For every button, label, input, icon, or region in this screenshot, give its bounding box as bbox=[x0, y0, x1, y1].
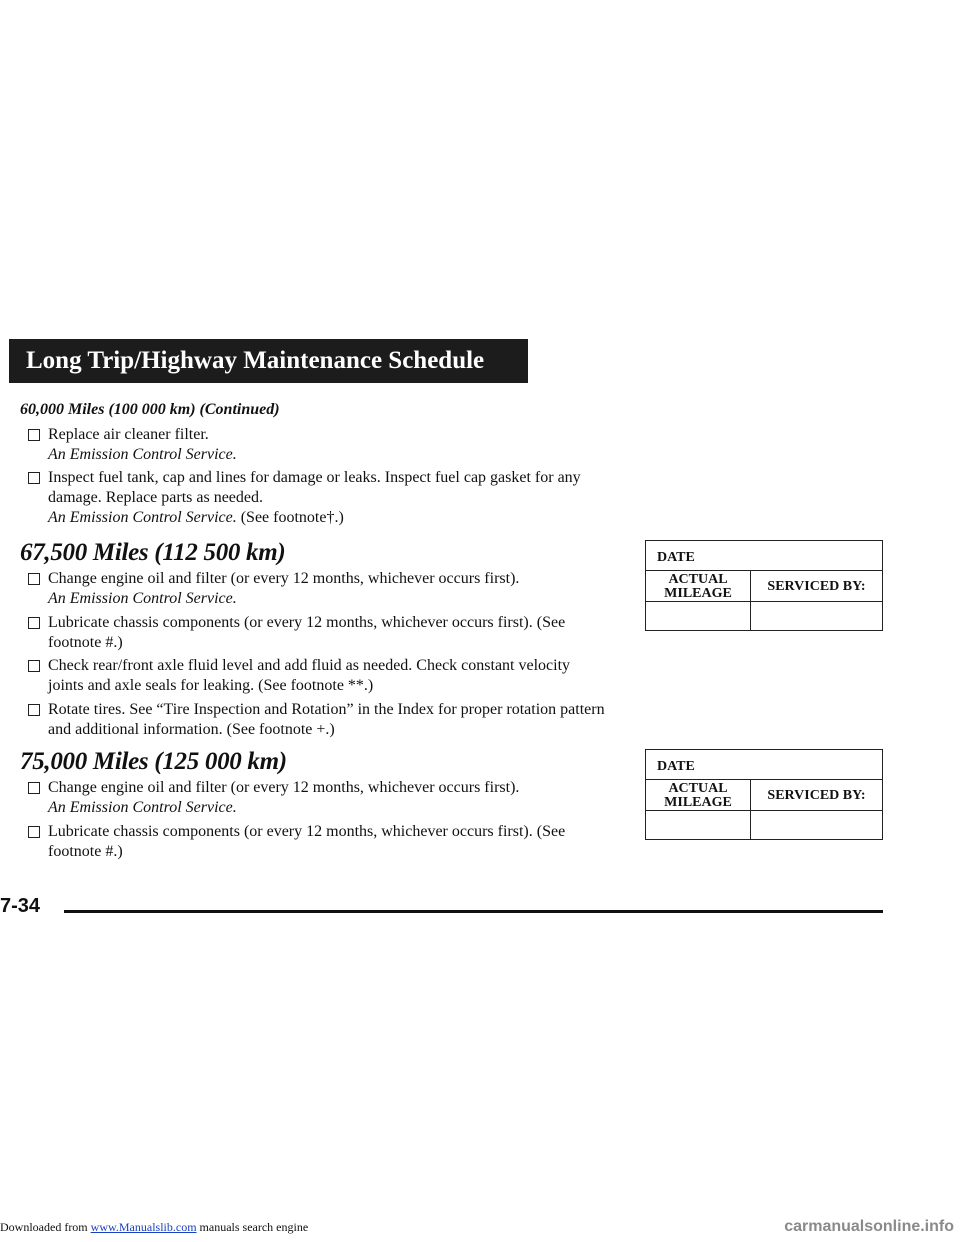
mileage-line-1: ACTUAL bbox=[668, 781, 728, 796]
item-note-tail: (See footnote†.) bbox=[236, 509, 344, 526]
service-record-box bbox=[645, 540, 883, 631]
record-serviced-by-label: SERVICED BY: bbox=[751, 571, 882, 602]
item-note: An Emission Control Service. bbox=[48, 446, 237, 463]
serviced-by-entry-cell[interactable] bbox=[751, 602, 882, 630]
footer-suffix: manuals search engine bbox=[196, 1220, 309, 1234]
manual-page bbox=[0, 302, 960, 938]
checklist-item bbox=[28, 778, 608, 818]
checkbox-icon[interactable] bbox=[28, 429, 40, 441]
heading-67500: 67,500 Miles (112 500 km) bbox=[20, 539, 286, 566]
checklist-item bbox=[28, 569, 608, 609]
checklist-item bbox=[28, 425, 608, 465]
item-note: An Emission Control Service. bbox=[48, 590, 237, 607]
page-number: 7-34 bbox=[0, 895, 41, 917]
mileage-entry-cell[interactable] bbox=[646, 602, 751, 630]
checkbox-icon[interactable] bbox=[28, 782, 40, 794]
mileage-line-1: ACTUAL bbox=[668, 572, 728, 587]
mileage-entry-cell[interactable] bbox=[646, 811, 751, 839]
continued-heading: 60,000 Miles (100 000 km) (Continued) bbox=[20, 401, 280, 418]
mileage-line-2: MILEAGE bbox=[664, 795, 732, 810]
manualslib-link[interactable]: www.Manualslib.com bbox=[90, 1220, 197, 1234]
record-date-label: DATE bbox=[646, 541, 882, 571]
watermark: carmanualsonline.info bbox=[784, 1218, 954, 1235]
record-mileage-label bbox=[646, 571, 751, 602]
item-text: Replace air cleaner filter. bbox=[48, 426, 209, 443]
serviced-by-entry-cell[interactable] bbox=[751, 811, 882, 839]
record-date-label: DATE bbox=[646, 750, 882, 780]
checklist-item bbox=[28, 700, 608, 740]
item-text: Rotate tires. See “Tire Inspection and Rotation” in the Index for proper rotation pattern and additional information. (See footnote +.) bbox=[48, 701, 605, 738]
service-record-box bbox=[645, 749, 883, 840]
checkbox-icon[interactable] bbox=[28, 472, 40, 484]
item-text: Inspect fuel tank, cap and lines for damage or leaks. Inspect fuel cap gasket for any damage. Replace parts as needed. bbox=[48, 469, 581, 506]
checkbox-icon[interactable] bbox=[28, 573, 40, 585]
checklist-item bbox=[28, 822, 608, 862]
item-text: Lubricate chassis components (or every 12 months, whichever occurs first). (See footnote #.) bbox=[48, 614, 566, 651]
checkbox-icon[interactable] bbox=[28, 704, 40, 716]
checklist-item bbox=[28, 656, 608, 696]
checkbox-icon[interactable] bbox=[28, 617, 40, 629]
footer-rule bbox=[64, 910, 883, 913]
item-text: Change engine oil and filter (or every 12 months, whichever occurs first). bbox=[48, 779, 520, 796]
mileage-line-2: MILEAGE bbox=[664, 586, 732, 601]
item-text: Lubricate chassis components (or every 12 months, whichever occurs first). (See footnote #.) bbox=[48, 823, 566, 860]
checklist-item bbox=[28, 613, 608, 653]
heading-75000: 75,000 Miles (125 000 km) bbox=[20, 748, 287, 775]
section-banner: Long Trip/Highway Maintenance Schedule bbox=[9, 339, 528, 383]
checkbox-icon[interactable] bbox=[28, 826, 40, 838]
record-serviced-by-label: SERVICED BY: bbox=[751, 780, 882, 811]
footer-prefix: Downloaded from bbox=[0, 1220, 91, 1234]
download-footer bbox=[0, 1220, 308, 1235]
item-note: An Emission Control Service. bbox=[48, 509, 237, 526]
record-mileage-label bbox=[646, 780, 751, 811]
checkbox-icon[interactable] bbox=[28, 660, 40, 672]
item-text: Check rear/front axle fluid level and add fluid as needed. Check constant velocity joints and axle seals for leaking. (See footnote **.) bbox=[48, 657, 571, 694]
checklist-item bbox=[28, 468, 608, 528]
item-note: An Emission Control Service. bbox=[48, 799, 237, 816]
item-text: Change engine oil and filter (or every 12 months, whichever occurs first). bbox=[48, 570, 520, 587]
